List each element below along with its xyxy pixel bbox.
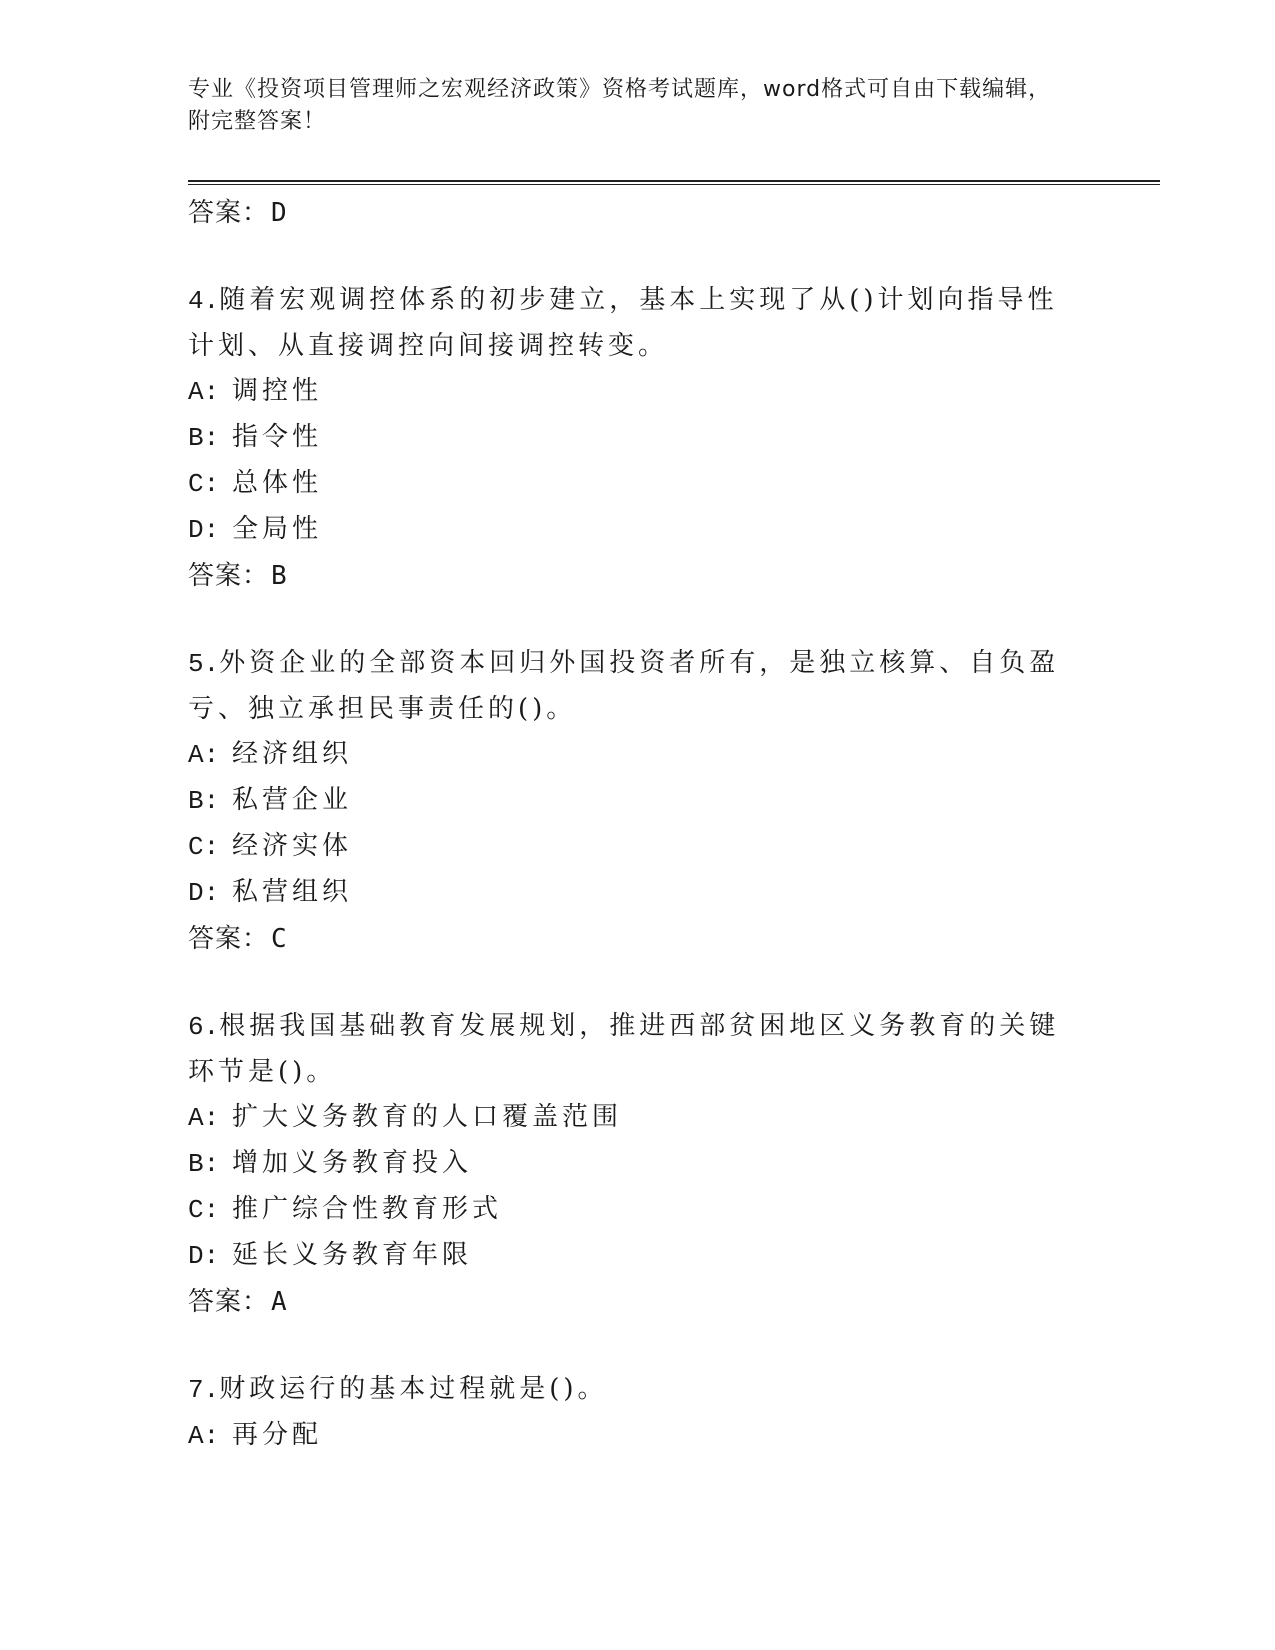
answer-line — [188, 1279, 1088, 1325]
answer-label: 答案： — [188, 924, 270, 954]
option-text: 指令性 — [232, 422, 323, 452]
question-number: 5. — [188, 649, 220, 679]
answer-line — [188, 190, 1088, 236]
header-text: 专业《投资项目管理师之宏观经济政策》资格考试题库，word格式可自由下载编辑，附完整答案！ — [188, 77, 1052, 134]
question-stem: 根据我国基础教育发展规划，推进西部贫困地区义务教育的关键环节是()。 — [188, 1011, 1060, 1087]
option-text: 总体性 — [232, 468, 323, 498]
option-key: D: — [188, 878, 220, 908]
option-b — [188, 415, 1088, 461]
option-text: 延长义务教育年限 — [232, 1240, 473, 1270]
option-text: 经济实体 — [232, 831, 353, 861]
question-item — [188, 278, 1088, 599]
option-text: 增加义务教育投入 — [232, 1148, 473, 1178]
option-key: C: — [188, 469, 220, 499]
option-text: 调控性 — [232, 376, 323, 406]
option-key: A: — [188, 1421, 220, 1451]
question-stem: 外资企业的全部资本回归外国投资者所有，是独立核算、自负盈亏、独立承担民事责任的()。 — [188, 648, 1060, 724]
option-key: D: — [188, 515, 220, 545]
option-key: C: — [188, 832, 220, 862]
option-text: 全局性 — [232, 514, 323, 544]
option-key: A: — [188, 377, 220, 407]
answer-value: D — [271, 198, 288, 228]
option-key: A: — [188, 740, 220, 770]
option-key: B: — [188, 1149, 220, 1179]
option-d — [188, 870, 1088, 916]
header-divider — [188, 180, 1160, 185]
answer-value: C — [271, 924, 288, 954]
option-text: 扩大义务教育的人口覆盖范围 — [232, 1102, 623, 1132]
option-c — [188, 824, 1088, 870]
question-item — [188, 1004, 1088, 1325]
answer-label: 答案： — [188, 561, 270, 591]
option-c — [188, 1187, 1088, 1233]
option-key: B: — [188, 423, 220, 453]
option-text: 私营组织 — [232, 877, 353, 907]
question-number: 7. — [188, 1375, 220, 1405]
option-key: C: — [188, 1195, 220, 1225]
question-item — [188, 641, 1088, 962]
option-d — [188, 1233, 1088, 1279]
option-key: A: — [188, 1103, 220, 1133]
answer-value: B — [271, 561, 288, 591]
question-number: 4. — [188, 286, 220, 316]
page-header — [188, 74, 1068, 138]
question-item — [188, 1367, 1088, 1459]
option-a — [188, 369, 1088, 415]
option-a — [188, 1413, 1088, 1459]
answer-value: A — [271, 1287, 288, 1317]
option-d — [188, 507, 1088, 553]
question-text — [188, 1004, 1068, 1095]
answer-label: 答案： — [188, 198, 270, 228]
option-a — [188, 1095, 1088, 1141]
option-key: D: — [188, 1241, 220, 1271]
option-b — [188, 778, 1088, 824]
answer-line — [188, 553, 1088, 599]
option-text: 推广综合性教育形式 — [232, 1194, 503, 1224]
answer-line — [188, 916, 1088, 962]
option-text: 再分配 — [232, 1420, 323, 1450]
question-number: 6. — [188, 1012, 220, 1042]
option-text: 私营企业 — [232, 785, 353, 815]
question-text — [188, 278, 1068, 369]
option-a — [188, 732, 1088, 778]
option-key: B: — [188, 786, 220, 816]
option-b — [188, 1141, 1088, 1187]
question-stem: 随着宏观调控体系的初步建立，基本上实现了从()计划向指导性计划、从直接调控向间接调控转变。 — [188, 285, 1058, 361]
question-list — [188, 190, 1088, 1459]
question-text — [188, 1367, 1068, 1413]
option-text: 经济组织 — [232, 739, 353, 769]
option-c — [188, 461, 1088, 507]
question-stem: 财政运行的基本过程就是()。 — [219, 1374, 608, 1404]
question-text — [188, 641, 1068, 732]
answer-label: 答案： — [188, 1287, 270, 1317]
